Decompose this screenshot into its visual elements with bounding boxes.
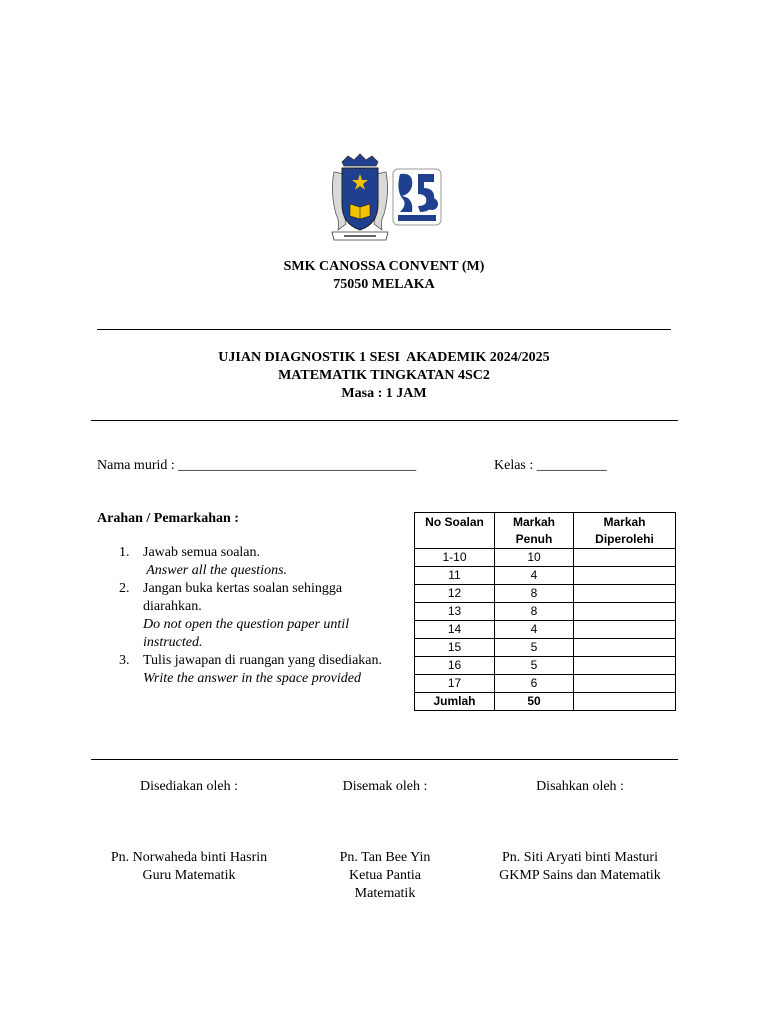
school-name: SMK CANOSSA CONVENT (M) bbox=[283, 259, 485, 274]
signature-role: Disediakan oleh : bbox=[140, 779, 238, 794]
signature-role: Disahkan oleh : bbox=[536, 779, 624, 794]
cell-obtained[interactable] bbox=[574, 621, 676, 639]
cell-question: 1-10 bbox=[415, 549, 495, 567]
cell-total-full: 50 bbox=[495, 693, 574, 711]
instruction-text-ms: Tulis jawapan di ruangan yang disediakan. bbox=[143, 653, 382, 668]
cell-full: 8 bbox=[495, 603, 574, 621]
cell-full: 4 bbox=[495, 567, 574, 585]
exam-duration: Masa : 1 JAM bbox=[341, 386, 427, 401]
class-label: Kelas : bbox=[494, 458, 534, 473]
header-question-no: No Soalan bbox=[415, 513, 495, 549]
signature-approved bbox=[480, 778, 680, 885]
table-row bbox=[415, 621, 676, 639]
cell-obtained[interactable] bbox=[574, 567, 676, 585]
cell-question: 15 bbox=[415, 639, 495, 657]
anniversary-logo bbox=[392, 168, 442, 226]
table-row bbox=[415, 585, 676, 603]
cell-obtained[interactable] bbox=[574, 657, 676, 675]
instructions-list bbox=[97, 544, 397, 688]
school-address: 75050 MELAKA bbox=[333, 277, 435, 292]
instructions-title: Arahan / Pemarkahan : bbox=[97, 511, 239, 526]
cell-obtained[interactable] bbox=[574, 675, 676, 693]
cell-obtained[interactable] bbox=[574, 549, 676, 567]
signature-name: Pn. Siti Aryati binti Masturi bbox=[502, 850, 658, 865]
signature-title: Guru Matematik bbox=[142, 868, 236, 883]
cell-full: 5 bbox=[495, 639, 574, 657]
divider-top bbox=[97, 329, 671, 330]
header-full-marks: Markah Penuh bbox=[495, 513, 574, 549]
class-blank[interactable]: __________ bbox=[536, 458, 607, 473]
signature-checked bbox=[285, 778, 485, 903]
instruction-item bbox=[97, 580, 397, 652]
divider-exam bbox=[91, 420, 678, 421]
score-table bbox=[414, 512, 676, 711]
student-name-blank[interactable]: __________________________________ bbox=[178, 458, 417, 473]
cell-obtained[interactable] bbox=[574, 585, 676, 603]
signature-title: Ketua Pantia Matematik bbox=[349, 868, 421, 901]
signature-name: Pn. Norwaheda binti Hasrin bbox=[110, 850, 268, 865]
table-row bbox=[415, 549, 676, 567]
signature-title: GKMP Sains dan Matematik bbox=[499, 868, 661, 883]
student-name-field[interactable] bbox=[97, 457, 416, 475]
table-header-row bbox=[415, 513, 676, 549]
cell-obtained[interactable] bbox=[574, 603, 676, 621]
instruction-number: 2. bbox=[119, 581, 130, 596]
cell-full: 10 bbox=[495, 549, 574, 567]
instruction-text-en: Write the answer in the space provided bbox=[143, 671, 361, 686]
table-row bbox=[415, 603, 676, 621]
table-row bbox=[415, 567, 676, 585]
class-field[interactable] bbox=[494, 457, 607, 475]
table-row bbox=[415, 675, 676, 693]
instruction-number: 3. bbox=[119, 653, 130, 668]
table-total-row bbox=[415, 693, 676, 711]
header-marks-obtained: Markah Diperolehi bbox=[574, 513, 676, 549]
instruction-text-ms: Jangan buka kertas soalan sehingga diarahkan. bbox=[143, 581, 343, 614]
instruction-text-en: Do not open the question paper until instructed. bbox=[143, 617, 350, 650]
cell-question: 12 bbox=[415, 585, 495, 603]
table-row bbox=[415, 639, 676, 657]
table-row bbox=[415, 657, 676, 675]
instruction-number: 1. bbox=[119, 545, 130, 560]
school-header bbox=[0, 258, 768, 294]
instruction-text-en: Answer all the questions. bbox=[143, 563, 288, 578]
cell-obtained[interactable] bbox=[574, 639, 676, 657]
cell-full: 4 bbox=[495, 621, 574, 639]
exam-header bbox=[0, 349, 768, 403]
cell-question: 16 bbox=[415, 657, 495, 675]
cell-full: 5 bbox=[495, 657, 574, 675]
exam-title: UJIAN DIAGNOSTIK 1 SESI AKADEMIK 2024/2025 bbox=[218, 350, 550, 365]
signature-prepared bbox=[89, 778, 289, 885]
cell-question: 13 bbox=[415, 603, 495, 621]
exam-subject: MATEMATIK TINGKATAN 4SC2 bbox=[278, 368, 490, 383]
instruction-text-ms: Jawab semua soalan. bbox=[143, 545, 261, 560]
cell-full: 8 bbox=[495, 585, 574, 603]
cell-total-label: Jumlah bbox=[415, 693, 495, 711]
instruction-item bbox=[97, 544, 397, 580]
cell-question: 14 bbox=[415, 621, 495, 639]
student-name-label: Nama murid : bbox=[97, 458, 175, 473]
cell-full: 6 bbox=[495, 675, 574, 693]
cell-question: 11 bbox=[415, 567, 495, 585]
cell-question: 17 bbox=[415, 675, 495, 693]
signature-name: Pn. Tan Bee Yin bbox=[339, 850, 431, 865]
instruction-item bbox=[97, 652, 397, 688]
cell-total-obtained[interactable] bbox=[574, 693, 676, 711]
divider-bottom bbox=[91, 759, 678, 760]
signature-role: Disemak oleh : bbox=[342, 779, 428, 794]
